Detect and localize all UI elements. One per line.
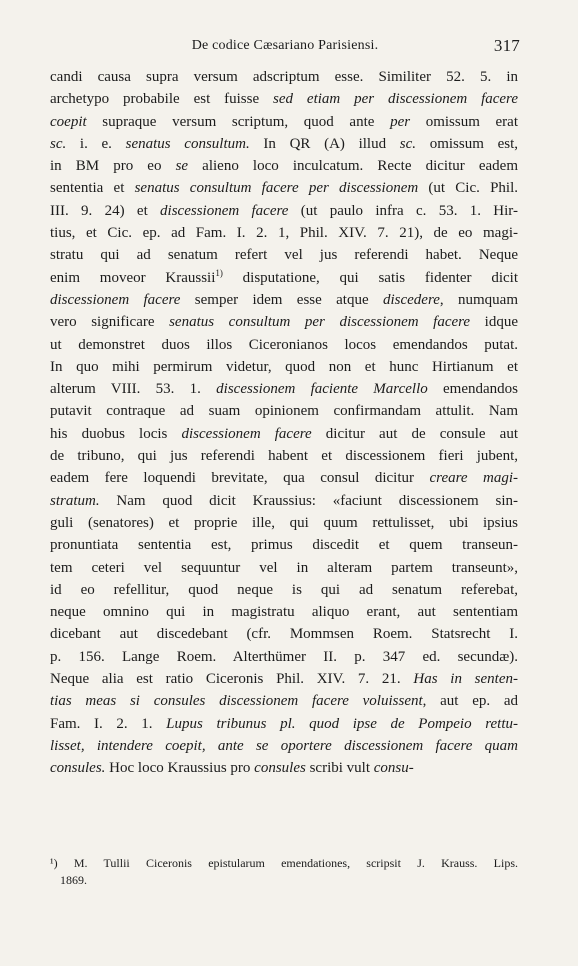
- italic-segment: discedere: [382, 291, 440, 308]
- footnote: [50, 855, 518, 889]
- italic-segment: se: [175, 158, 189, 175]
- text-segment: , aut ep. ad: [422, 693, 519, 710]
- text-segment: semper idem esse atque: [180, 291, 383, 308]
- text-segment: id eo refellitur, quod neque is qui ad senatum referebat,: [50, 581, 518, 598]
- italic-segment: senatus consultum.: [125, 135, 250, 152]
- text-segment: alieno loco inculcatum. Recte dicitur eadem: [188, 158, 518, 175]
- footnote-ref[interactable]: 1): [215, 267, 223, 278]
- text-line: [50, 668, 518, 690]
- text-segment: In quo mihi permirum videtur, quod non et hunc Hirtianum et: [50, 358, 518, 375]
- text-segment: tem ceteri vel sequuntur vel in alteram partem transeunt»,: [50, 559, 518, 576]
- text-segment: vero significare: [50, 314, 170, 331]
- text-segment: tius, et Cic. ep. ad Fam. I. 2. 1, Phil. XIV. 7. 21), de eo magi-: [50, 225, 518, 242]
- text-segment: (ut paulo infra c. 53. 1. Hir-: [288, 202, 518, 219]
- italic-segment: creare magi-: [429, 470, 519, 487]
- text-line: [50, 289, 518, 311]
- text-line: [50, 579, 518, 601]
- text-segment: enim moveor Kraussii: [50, 269, 216, 286]
- body-text: [50, 66, 518, 780]
- running-head: De codice Cæsariano Parisiensi.: [191, 38, 379, 53]
- text-segment: Neque alia est ratio Ciceronis Phil. XIV. 7. 21.: [50, 671, 414, 688]
- text-line: [50, 133, 518, 155]
- text-segment: omissum erat: [410, 113, 519, 130]
- footnote-marker: ¹): [50, 856, 58, 870]
- footnote-text-2: 1869.: [60, 873, 87, 887]
- text-line: [50, 445, 518, 467]
- text-line: [50, 311, 518, 333]
- text-segment: disputatione, qui satis fidenter dicit: [222, 269, 518, 286]
- italic-segment: Lupus tribunus pl. quod ipse de Pompeio rettu-: [166, 715, 518, 732]
- italic-segment: discessionem faciente Marcello: [216, 381, 428, 398]
- text-segment: pronuntiata sententia est, primus discedit et quem transeun-: [50, 537, 518, 554]
- text-segment: guli (senatores) et proprie ille, qui quum rettulisset, ubi ipsius: [50, 514, 518, 531]
- text-segment: eadem fere loquendi brevitate, qua consul dicitur: [50, 470, 430, 487]
- text-line: [50, 334, 518, 356]
- italic-segment: sc.: [50, 135, 67, 152]
- italic-segment: discessionem facere: [50, 291, 181, 308]
- text-line: [50, 88, 518, 110]
- text-segment: candi causa supra versum adscriptum esse. Similiter 52. 5. in: [50, 69, 518, 85]
- text-segment: Nam quod dicit Kraussius: «faciunt discessionem sin-: [99, 492, 518, 509]
- text-segment: In QR (A) illud: [249, 135, 400, 152]
- text-segment: neque omnino qui in magistratu aliquo erant, aut sententiam: [50, 604, 518, 621]
- page-header: [50, 36, 520, 60]
- italic-segment: stratum.: [50, 492, 100, 509]
- italic-segment: discessionem facere: [181, 425, 312, 442]
- italic-segment: Has in senten-: [413, 671, 518, 688]
- text-line: [50, 177, 518, 199]
- text-segment: scribi vult: [305, 760, 374, 777]
- text-segment: his duobus locis: [50, 425, 182, 442]
- text-segment: emendandos: [427, 381, 518, 398]
- text-line: [50, 534, 518, 556]
- text-line: [50, 66, 518, 88]
- text-segment: Hoc loco Kraussius pro: [105, 760, 255, 777]
- text-line: [50, 155, 518, 177]
- text-segment: ut demonstret duos illos Ciceronianos locos emendandos putat.: [50, 336, 518, 353]
- text-segment: III. 9. 24) et: [50, 202, 161, 219]
- text-line: [50, 735, 518, 757]
- text-line: [50, 713, 518, 735]
- italic-segment: consu-: [373, 760, 414, 777]
- text-line: [50, 356, 518, 378]
- italic-segment: discessionem facere: [160, 202, 289, 219]
- italic-segment: tias meas si consules discessionem facere voluissent: [50, 693, 423, 710]
- text-segment: stratu qui ad senatum refert vel jus referendi habet. Neque: [50, 247, 518, 264]
- text-line: [50, 557, 518, 579]
- text-line: [50, 690, 518, 712]
- text-segment: alterum VIII. 53. 1.: [50, 381, 217, 398]
- italic-segment: coepit: [50, 113, 87, 130]
- italic-segment: senatus consultum per discessionem facere: [169, 314, 471, 331]
- footnote-line: [50, 872, 518, 889]
- text-line: [50, 378, 518, 400]
- text-line: [50, 400, 518, 422]
- text-segment: archetypo probabile est fuisse: [50, 91, 274, 108]
- text-line: [50, 244, 518, 266]
- text-line: [50, 646, 518, 668]
- text-segment: omissum est,: [416, 135, 518, 152]
- text-segment: in BM pro eo: [50, 158, 176, 175]
- text-segment: putavit contraque ad suam opinionem confirmandam attulit. Nam: [50, 403, 518, 420]
- text-segment: supraque versum scriptum, quod ante: [86, 113, 391, 130]
- text-segment: i. e.: [66, 135, 126, 152]
- italic-segment: sc.: [399, 135, 417, 152]
- italic-segment: consules: [254, 760, 306, 777]
- italic-segment: sed etiam per discessionem facere: [273, 91, 518, 108]
- italic-segment: senatus consultum facere per discessionem: [134, 180, 419, 197]
- text-segment: p. 156. Lange Roem. Alterthümer II. p. 347 ed. secundæ).: [50, 648, 518, 665]
- text-line: [50, 222, 518, 244]
- text-segment: Fam. I. 2. 1.: [50, 715, 167, 732]
- page-number: 317: [493, 36, 520, 55]
- text-line: [50, 111, 518, 133]
- text-segment: idque: [470, 314, 518, 331]
- italic-segment: lisset, intendere coepit, ante se oportere discessionem facere quam: [50, 737, 518, 754]
- text-line: [50, 467, 518, 489]
- text-segment: dicebant aut discedebant (cfr. Mommsen Roem. Statsrecht I.: [50, 626, 518, 643]
- text-segment: , numquam: [439, 291, 519, 308]
- text-line: [50, 601, 518, 623]
- italic-segment: consules.: [50, 760, 106, 777]
- text-segment: sententia et: [50, 180, 135, 197]
- text-segment: (ut Cic. Phil.: [418, 180, 519, 197]
- italic-segment: per: [390, 113, 411, 130]
- text-line: [50, 200, 518, 222]
- text-line: [50, 490, 518, 512]
- text-line: [50, 757, 518, 779]
- footnote-text-1: M. Tullii Ciceronis epistularum emendationes, scripsit J. Krauss. Lips.: [57, 856, 518, 870]
- text-segment: de tribuno, qui jus referendi habent et discessionem fieri jubent,: [50, 448, 518, 465]
- text-segment: dicitur aut de consule aut: [311, 425, 518, 442]
- text-line: [50, 423, 518, 445]
- footnote-line: [50, 855, 518, 872]
- text-line: [50, 512, 518, 534]
- text-line: [50, 267, 518, 289]
- text-line: [50, 623, 518, 645]
